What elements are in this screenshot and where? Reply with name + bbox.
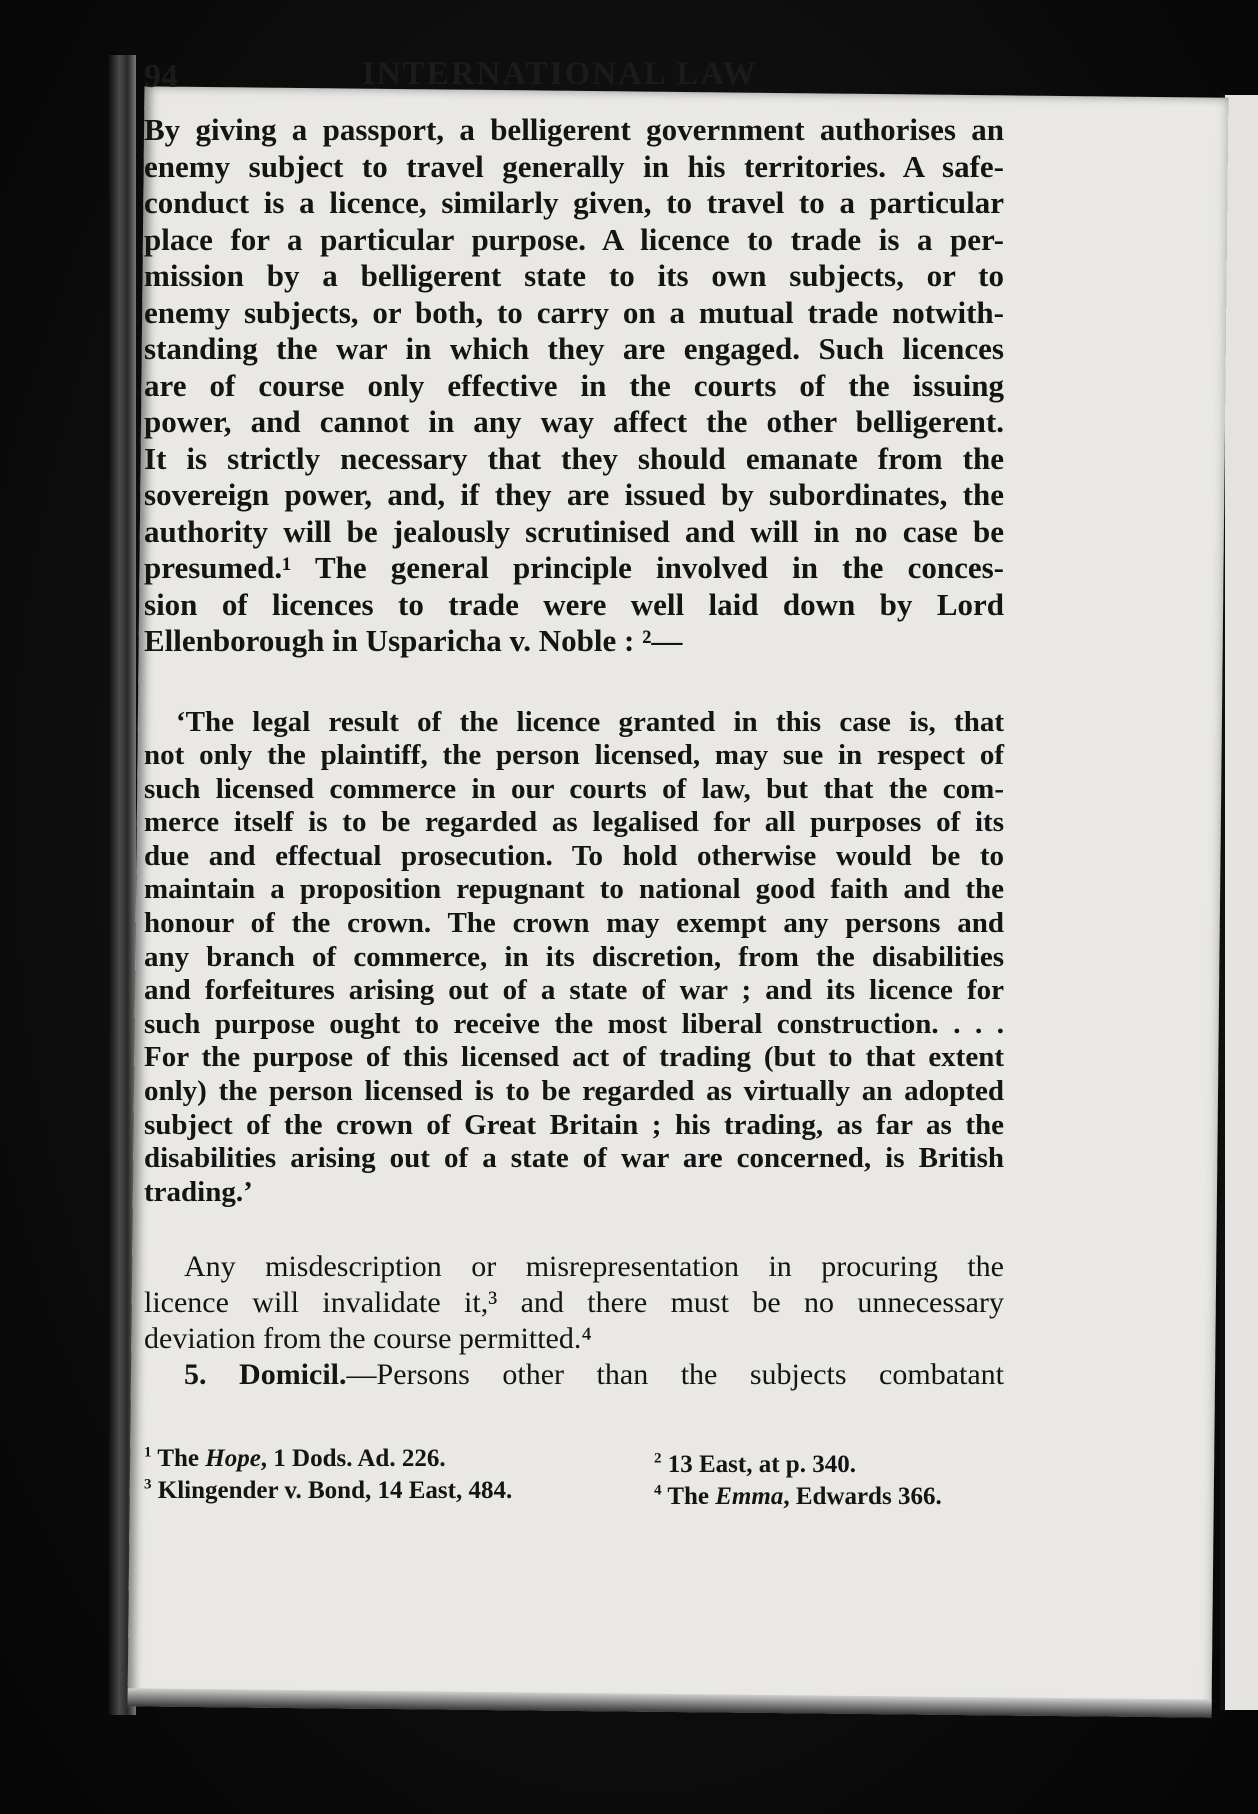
quote-line: ‘The legal result of the licence granted in this case is, that bbox=[176, 705, 1004, 738]
text-line: It is strictly necessary that they should emanate from the bbox=[144, 440, 1004, 476]
quote-line: not only the plaintiff, the person licensed, may sue in respect of bbox=[144, 739, 1004, 772]
footnote-text: The bbox=[157, 1445, 206, 1472]
paragraph-misdescription bbox=[144, 1249, 1004, 1393]
text-line: deviation from the course permitted.⁴ bbox=[144, 1322, 592, 1356]
footnotes bbox=[144, 1443, 1004, 1513]
text-line: mission by a belligerent state to its own subjects, or to bbox=[144, 258, 1004, 293]
footnote-3 bbox=[144, 1475, 512, 1507]
footnote-text: , Edwards 366. bbox=[783, 1483, 942, 1510]
quote-line: trading.’ bbox=[144, 1175, 253, 1208]
quote-line: and forfeitures arising out of a state of war ; and its licence for bbox=[144, 974, 1004, 1007]
text-line: sion of licences to trade were well laid down by Lord bbox=[144, 586, 1004, 622]
quote-line: subject of the crown of Great Britain ; his trading, as far as the bbox=[144, 1108, 1004, 1141]
quote-line: such purpose ought to receive the most liberal construction. . . . bbox=[144, 1007, 1004, 1040]
case-name: Hope bbox=[205, 1445, 261, 1472]
quote-line: only) the person licensed is to be regarded as virtually an adopted bbox=[144, 1075, 1004, 1108]
running-head bbox=[144, 56, 944, 106]
text-line: place for a particular purpose. A licence to trade is a per- bbox=[144, 221, 1004, 257]
text-line: enemy subject to travel generally in his territories. A safe- bbox=[144, 148, 1004, 184]
footnote-marker: 4 bbox=[654, 1482, 662, 1499]
section-text: —Persons other than the subjects combatant bbox=[346, 1358, 1005, 1392]
text-line: By giving a passport, a belligerent government authorises an bbox=[144, 112, 1004, 147]
text-line: standing the war in which they are engaged. Such licences bbox=[144, 331, 1004, 366]
quote-line: honour of the crown. The crown may exempt any persons and bbox=[144, 907, 1004, 940]
quote-line: disabilities arising out of a state of war are concerned, is British bbox=[144, 1142, 1004, 1175]
footnote-4 bbox=[654, 1481, 942, 1513]
quote-line: any branch of commerce, in its discretion, from the disabilities bbox=[144, 940, 1004, 973]
footnote-marker: 2 bbox=[654, 1450, 662, 1467]
footnote-marker: 1 bbox=[144, 1444, 152, 1461]
footnote-text: , 1 Dods. Ad. 226. bbox=[260, 1445, 446, 1472]
section-heading-line bbox=[144, 1357, 1004, 1393]
footnote-text: The bbox=[667, 1483, 716, 1510]
text-line: conduct is a licence, similarly given, to travel to a particular bbox=[144, 185, 1004, 220]
footnote-text: 13 East, at p. 340. bbox=[667, 1451, 856, 1478]
case-name: Emma bbox=[715, 1483, 784, 1510]
text-line: sovereign power, and, if they are issued by subordinates, the bbox=[144, 477, 1004, 512]
paragraph-licences bbox=[144, 112, 1004, 660]
block-quotation bbox=[144, 706, 1004, 1210]
text-line: presumed.¹ The general principle involved in the conces- bbox=[144, 550, 1004, 585]
text-line: Any misdescription or misrepresentation in procuring the bbox=[184, 1250, 1004, 1284]
quote-line: For the purpose of this licensed act of trading (but to that extent bbox=[144, 1041, 1004, 1074]
text-line: Ellenborough in Usparicha v. Noble : ²— bbox=[144, 623, 683, 658]
quote-line: merce itself is to be regarded as legalised for all purposes of its bbox=[144, 806, 1004, 839]
text-line: enemy subjects, or both, to carry on a mutual trade notwith- bbox=[144, 294, 1004, 330]
text-line: are of course only effective in the courts of the issuing bbox=[144, 367, 1004, 403]
footnote-text: Klingender v. Bond, 14 East, 484. bbox=[157, 1477, 513, 1504]
page-number: 94 bbox=[144, 58, 178, 95]
quote-line: such licensed commerce in our courts of law, but that the com- bbox=[144, 772, 1004, 805]
running-title: INTERNATIONAL LAW bbox=[362, 56, 758, 92]
text-line: authority will be jealously scrutinised and will in no case be bbox=[144, 513, 1004, 549]
footnote-2 bbox=[654, 1449, 856, 1481]
footnote-1 bbox=[144, 1443, 446, 1475]
section-title: Domicil. bbox=[239, 1358, 347, 1392]
quote-line: maintain a proposition repugnant to national good faith and the bbox=[144, 873, 1004, 906]
section-number: 5. bbox=[184, 1358, 207, 1392]
quote-line: due and effectual prosecution. To hold otherwise would be to bbox=[144, 839, 1004, 872]
text-line: licence will invalidate it,³ and there must be no unnecessary bbox=[144, 1286, 1004, 1320]
text-line: power, and cannot in any way affect the other belligerent. bbox=[144, 404, 1004, 439]
body-text bbox=[144, 112, 1004, 1393]
footnote-marker: 3 bbox=[144, 1476, 152, 1493]
